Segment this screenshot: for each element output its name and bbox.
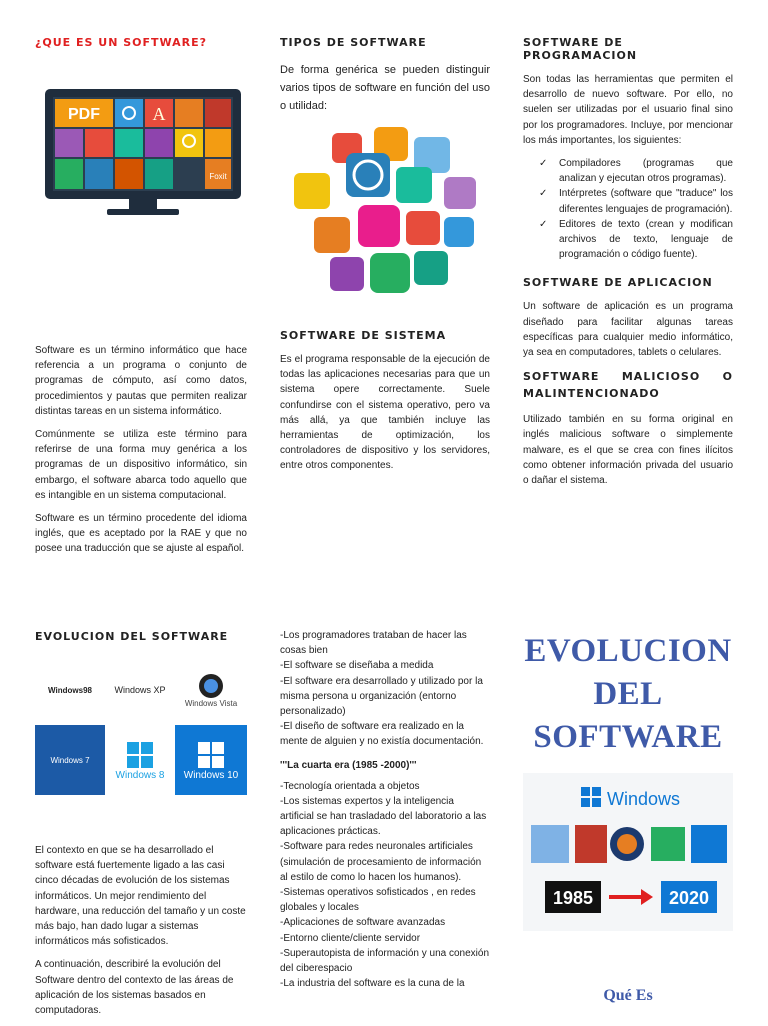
list-item: -Entorno cliente/cliente servidor [280,932,421,944]
list-item: ✓ Intérpretes (software que "traduce" los diferentes lenguajes de programación). [539,188,733,215]
column-evolucion [35,630,247,1026]
list-item: -El diseño de software era realizado en la mente de alguien y no existía documentación. [280,721,484,748]
app-icons-cluster [284,125,484,305]
list-item: -Sistemas operativos sofisticados , en redes globales y locales [280,887,476,914]
heading-aplicacion: SOFTWARE DE APLICACION [523,276,713,290]
list-item: -Los sistemas expertos y la inteligencia artificial se han trasladado del laboratorio a las aplicaciones prácticas. [280,795,487,838]
que-es-paragraph-3: Software es un término procedente del idioma inglés, que es aceptado por la RAE y que no posee una traducción que se ajuste al español. [35,513,247,555]
list-item: ✓ Editores de texto (crean y modifican archivos de texto, lenguaje de programación o código fuente). [539,218,733,261]
cover-subtitle: Qué Es [603,987,653,1004]
windows7-tile: Windows 7 [35,725,105,795]
cover-title: EVOLUCION DEL SOFTWARE [524,633,732,755]
column-que-es [35,36,247,565]
monitor-illustration [45,89,241,217]
programacion-text: Son todas las herramientas que permiten el desarrollo de nuevo software. Por ello, no suelen ser utilizadas por el usuario final sino por los programadores. Incluye, por mencionar los más importantes, los siguientes: [523,74,733,146]
heading-sistema: SOFTWARE DE SISTEMA [280,329,447,342]
heading-evolucion: EVOLUCION DEL SOFTWARE [35,630,229,643]
windows-word: Windows [607,789,681,809]
list-item: -El software se diseñaba a medida [280,660,434,672]
evolucion-paragraph-2: A continuación, describiré la evolución del Software dentro del contexto de las áreas de aplicación de los sistemas basados en computadoras. [35,959,234,1017]
eras-list-a [280,628,490,750]
vista-orb-icon [198,673,224,699]
eras-list-b [280,779,490,992]
list-item: -Los programadores trataban de hacer las cosas bien [280,630,467,657]
windows-logo-icon [125,740,155,770]
list-item: -Software para redes neuronales artificiales (simulación de procesamiento de información al estilo de como lo hacen los humanos). [280,841,482,883]
column-eras [280,628,490,991]
heading-malicioso: SOFTWARE MALICIOSO O MALINTENCIONADO [523,370,733,401]
list-item: -Aplicaciones de software avanzadas [280,917,446,929]
que-es-paragraph-1: Software es un término informático que hace referencia a un programa o conjunto de programas de cómputo, así como datos, procedimientos y pautas que permiten realizar distintas tareas en un sistema informático. [35,345,247,417]
svg-text:A: A [152,104,166,124]
list-item: -La industria del software es la cuna de la [280,978,465,990]
evolucion-paragraph-1: El contexto en que se ha desarrollado el software está fuertemente ligado a las casi cinco décadas de evolución de los sistemas informáticos. Un mejor rendimiento del hardware, una reducción del tamaño y un coste más bajo, han dado lugar a sistemas informáticos más sofisticados. [35,845,246,948]
windows-versions-grid [35,655,247,795]
windowsxp-tile: Windows XP [105,655,175,725]
heading-tipos: TIPOS DE SOFTWARE [280,36,427,49]
programacion-list [523,156,733,262]
windowsvista-tile: Windows Vista [175,655,247,725]
que-es-paragraph-2: Comúnmente se utiliza este término para referirse de una forma muy genérica a los programas de un dispositivo informático, sin embargo, el software abarca todo aquello que es intangible en un sistema computacional. [35,429,247,501]
list-item: -Superautopista de información y una conexión del ciberespacio [280,947,490,975]
windows98-tile: Windows98 [35,655,105,725]
heading-que-es: ¿QUE ES UN SOFTWARE? [35,36,208,49]
list-item: ✓ Compiladores (programas que analizan y ejecutan otros programas). [539,158,733,185]
pdf-label: PDF [68,106,100,123]
windows10-tile: Windows 10 [175,725,247,795]
check-icon: ✓ [539,158,548,170]
windows8-tile: Windows 8 [105,725,175,795]
foxit-label: Foxit [209,172,227,181]
column-programacion [523,36,733,496]
heading-programacion: SOFTWARE DE PROGRAMACION [523,36,638,62]
check-icon: ✓ [539,218,548,230]
column-tipos [280,36,490,482]
list-item: -Tecnología orientada a objetos [280,780,420,792]
column-cover [523,630,733,1005]
malicioso-text: Utilizado también en su forma original en inglés malicious software o simplemente malware, es el que se crea con fines ilícitos como obtener información privada del usuario o dañar el sistema. [523,414,733,487]
era-title: '''La cuarta era (1985 -2000)''' [280,759,417,771]
year-start: 1985 [552,888,594,908]
windows-logo-icon [196,740,226,770]
year-end: 2020 [668,888,710,908]
tipos-text: De forma genérica se pueden distinguir varios tipos de software en función del uso o utilidad: [280,64,490,112]
aplicacion-text: Un software de aplicación es un programa diseñado para facilitar algunas tareas específicas para cualquier medio informático, ya sea en computadores, tablets o celulares. [523,301,733,359]
sistema-text: Es el programa responsable de la ejecución de todas las aplicaciones necesarias para que un sistema opere correctamente. Suele confundirse con el sistema operativo, pero va más allá, ya que también incluye las herramientas de optimización, los controladores de dispositivo y los servidores, entre otros componentes. [280,354,490,472]
list-item: -El software era desarrollado y utilizado por la misma persona u organización (entorno personalizado) [280,675,483,718]
check-icon: ✓ [539,188,548,200]
windows-evolution-image [523,773,733,931]
